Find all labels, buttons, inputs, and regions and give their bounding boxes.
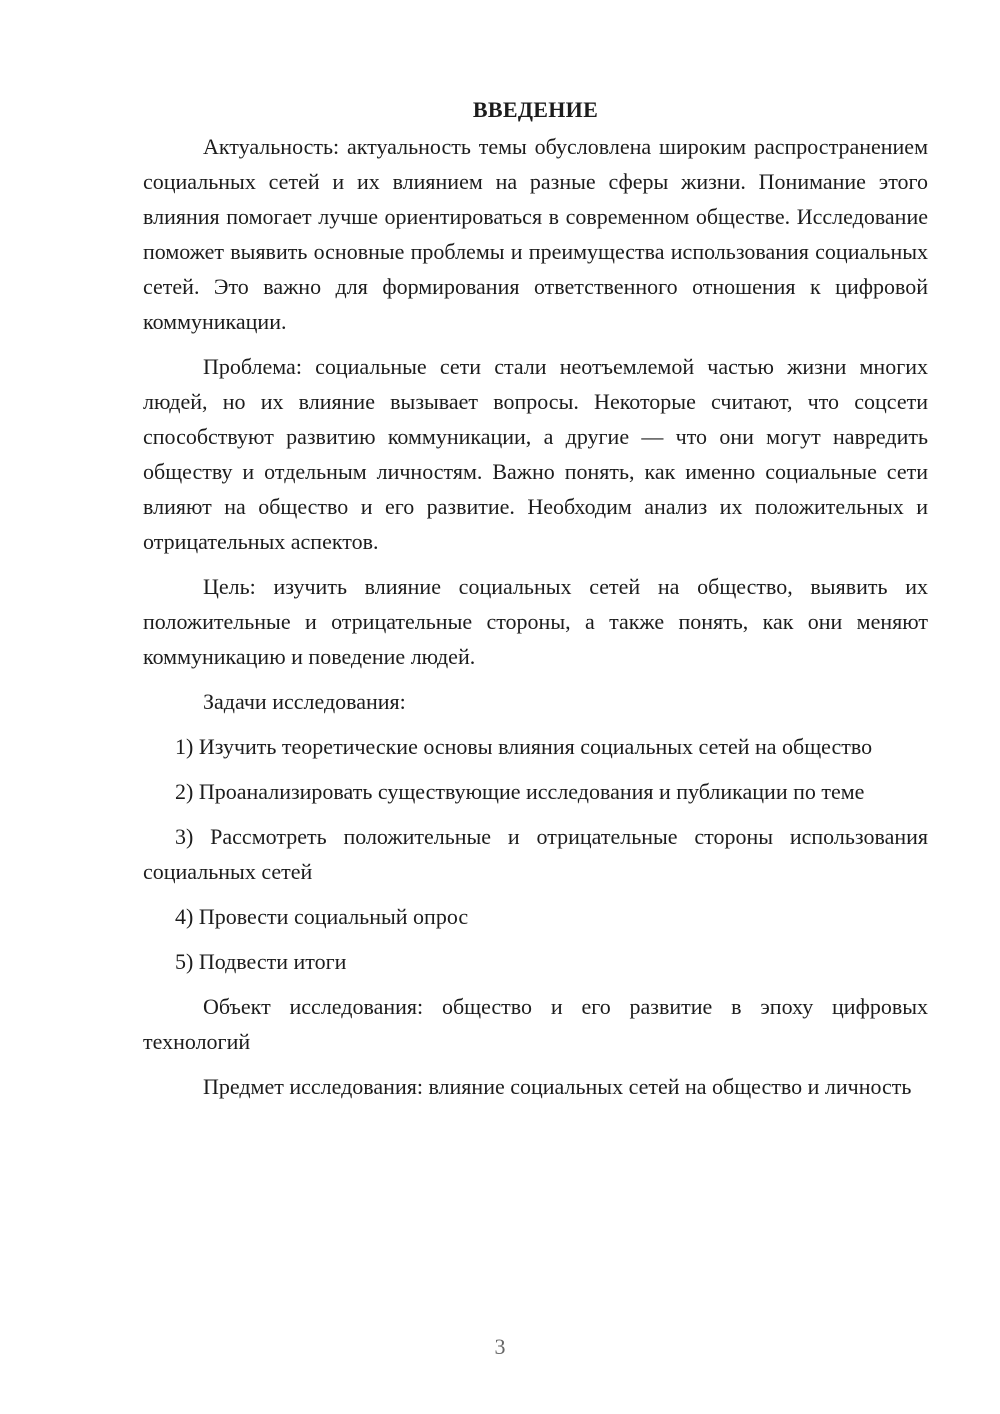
document-title: ВВЕДЕНИЕ <box>472 97 599 122</box>
paragraph-problem: Проблема: социальные сети стали неотъемлемой частью жизни многих людей, но их влияние вызывает вопросы. Некоторые считают, что соцсети способствуют развитию коммуникации, а другие — что они могут навредить обществу и отдельным личностям. Важно понять, как именно социальные сети влияют на общество и его развитие. Необходим анализ их положительных и отрицательных аспектов. <box>143 354 928 554</box>
task-item-4: 4) Провести социальный опрос <box>175 904 469 929</box>
paragraph-goal: Цель: изучить влияние социальных сетей на общество, выявить их положительные и отрицательные стороны, а также понять, как они меняют коммуникацию и поведение людей. <box>143 574 928 669</box>
tasks-heading: Задачи исследования: <box>203 689 406 714</box>
task-item-5: 5) Подвести итоги <box>175 949 347 974</box>
paragraph-subject: Предмет исследования: влияние социальных сетей на общество и личность <box>203 1074 912 1099</box>
paragraph-relevance: Актуальность: актуальность темы обусловлена широким распространением социальных сетей и их влиянием на разные сферы жизни. Понимание этого влияния помогает лучше ориентироваться в современном обществе. Исследование поможет выявить основные проблемы и преимущества использования социальных сетей. Это важно для формирования ответственного отношения к цифровой коммуникации. <box>143 134 928 334</box>
task-item-1: 1) Изучить теоретические основы влияния социальных сетей на общество <box>175 734 873 759</box>
document-page <box>143 94 928 1114</box>
page-number: 3 <box>494 1334 506 1359</box>
task-item-2: 2) Проанализировать существующие исследования и публикации по теме <box>175 779 865 804</box>
paragraph-object: Объект исследования: общество и его развитие в эпоху цифровых технологий <box>143 994 928 1054</box>
task-item-3: 3) Рассмотреть положительные и отрицательные стороны использования социальных сетей <box>143 824 928 884</box>
